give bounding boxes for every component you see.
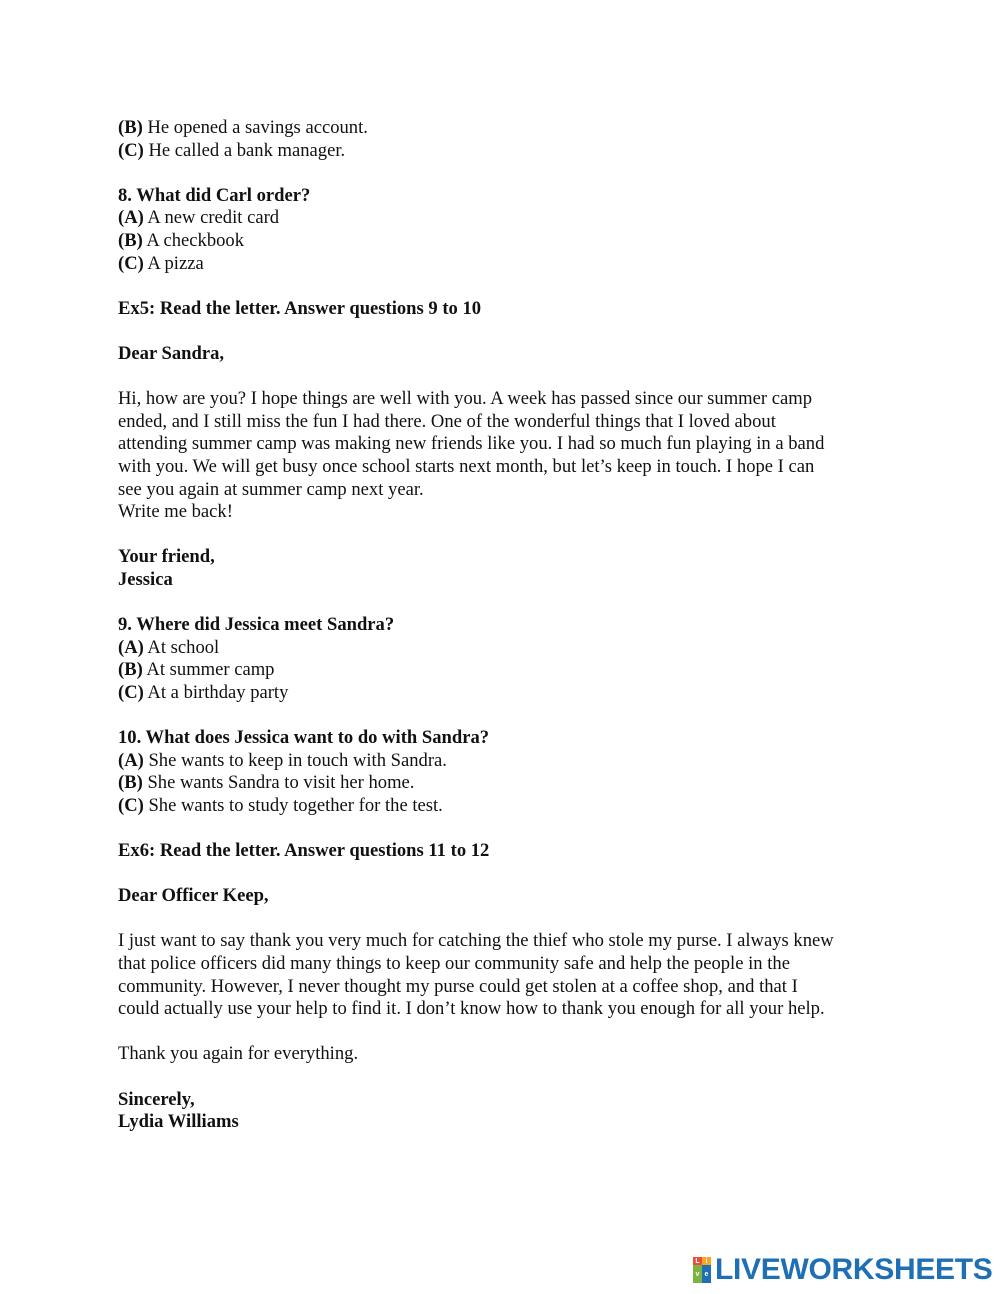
q8-option-c[interactable]	[118, 253, 888, 276]
option-text: She wants Sandra to visit her home.	[142, 772, 415, 794]
ex6-thanks: Thank you again for everything.	[118, 1043, 359, 1065]
logo-mark-letter: v	[693, 1265, 702, 1283]
logo-mark-letter: e	[702, 1265, 711, 1283]
ex5-body-line: attending summer camp was making new friends like you. I had so much fun playing in a band	[118, 433, 825, 455]
option-text: He called a bank manager.	[143, 139, 346, 161]
q7-option-c[interactable]	[118, 140, 888, 163]
ex6-heading: Ex6: Read the letter. Answer questions 11 to 12	[118, 840, 490, 861]
option-text: At a birthday party	[143, 681, 289, 703]
option-text: A new credit card	[143, 207, 280, 229]
option-letter: (B)	[118, 117, 143, 138]
q9-question: 9. Where did Jessica meet Sandra?	[118, 614, 395, 636]
q10-option-c[interactable]	[118, 795, 888, 818]
worksheet-page	[118, 117, 888, 1134]
option-text: At summer camp	[142, 659, 275, 681]
ex6-body-line: I just want to say thank you very much for catching the thief who stole my purse. I always knew	[118, 930, 834, 952]
logo-text: LIVEWORKSHEETS	[715, 1253, 993, 1286]
ex5-body-line: Hi, how are you? I hope things are well with you. A week has passed since our summer camp	[118, 388, 812, 410]
option-text: A checkbook	[142, 229, 245, 251]
ex5-closing: Your friend,	[118, 546, 215, 568]
logo-mark-letter: i	[702, 1257, 711, 1265]
q8-question: 8. What did Carl order?	[118, 184, 311, 206]
q9-option-c[interactable]	[118, 682, 888, 705]
option-letter: (C)	[118, 794, 144, 816]
option-letter: (C)	[118, 139, 144, 161]
ex5-greeting: Dear Sandra,	[118, 342, 225, 364]
liveworksheets-logo[interactable]	[693, 1255, 993, 1285]
ex6-greeting: Dear Officer Keep,	[118, 885, 269, 907]
option-letter: (C)	[118, 681, 144, 703]
liveworksheets-logo-icon	[693, 1257, 711, 1283]
option-letter: (B)	[118, 229, 143, 251]
ex6-body-line: could actually use your help to find it. I don’t know how to thank you enough for all your help.	[118, 998, 825, 1020]
ex6-body-line: community. However, I never thought my purse could get stolen at a coffee shop, and that I	[118, 975, 798, 997]
logo-mark-letter: L	[693, 1257, 702, 1265]
ex5-body-line: ended, and I still miss the fun I had there. One of the wonderful things that I loved about	[118, 410, 776, 432]
q9-option-a[interactable]	[118, 637, 888, 660]
option-text: She wants to study together for the test.	[143, 794, 443, 816]
option-text: At school	[143, 636, 220, 658]
option-letter: (A)	[118, 207, 144, 229]
option-letter: (B)	[118, 659, 143, 681]
ex5-signature: Jessica	[118, 568, 173, 590]
option-letter: (C)	[118, 252, 144, 274]
q10-option-b[interactable]	[118, 772, 888, 795]
ex5-body-line: Write me back!	[118, 501, 233, 523]
q8-option-a[interactable]	[118, 207, 888, 230]
ex6-signature: Lydia Williams	[118, 1111, 239, 1133]
option-text: She wants to keep in touch with Sandra.	[143, 749, 447, 771]
ex5-body-line: see you again at summer camp next year.	[118, 478, 424, 500]
q7-option-b[interactable]	[118, 117, 888, 140]
ex6-body-line: that police officers did many things to keep our community safe and help the people in the	[118, 952, 790, 974]
option-letter: (A)	[118, 749, 144, 771]
q10-option-a[interactable]	[118, 750, 888, 773]
option-text: He opened a savings account.	[142, 117, 368, 138]
option-letter: (B)	[118, 772, 143, 794]
q9-option-b[interactable]	[118, 659, 888, 682]
q10-question: 10. What does Jessica want to do with Sandra?	[118, 727, 490, 749]
option-text: A pizza	[143, 252, 204, 274]
option-letter: (A)	[118, 636, 144, 658]
q8-option-b[interactable]	[118, 230, 888, 253]
ex5-body-line: with you. We will get busy once school starts next month, but let’s keep in touch. I hope I can	[118, 455, 815, 477]
ex6-closing: Sincerely,	[118, 1088, 195, 1110]
ex5-heading: Ex5: Read the letter. Answer questions 9 to 10	[118, 297, 482, 319]
